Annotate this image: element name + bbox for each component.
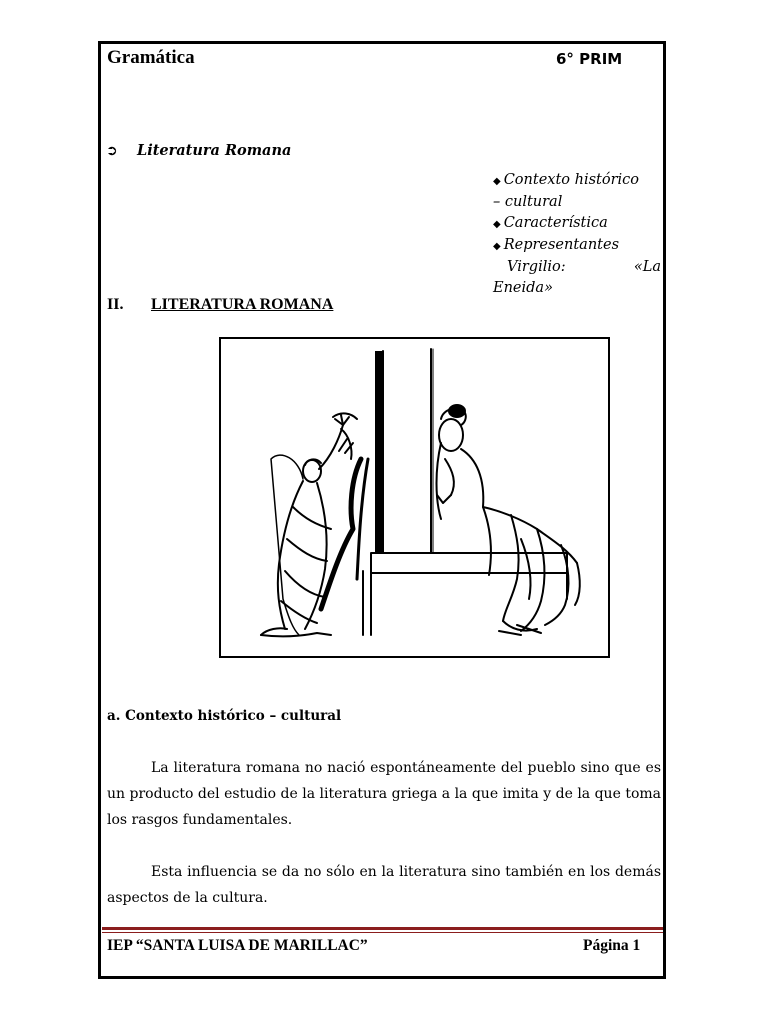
section-number: II. — [107, 296, 124, 313]
illustration — [219, 337, 610, 658]
outline-text: – cultural — [493, 194, 563, 210]
diamond-bullet-icon: ◆ — [493, 219, 501, 230]
section-title: LITERATURA ROMANA — [151, 296, 334, 313]
curved-arrow-icon: ➲ — [106, 142, 118, 159]
topic-line — [106, 142, 291, 159]
paragraph — [107, 755, 661, 833]
outline-item — [493, 235, 661, 299]
footer-rule-thin — [102, 932, 663, 933]
topic-label: Literatura Romana — [137, 142, 292, 159]
subsection-heading: a. Contexto histórico – cultural — [107, 708, 342, 724]
footer-school-name: IEP “SANTA LUISA DE MARILLAC” — [107, 937, 368, 954]
outline-text: Virgilio: «La — [507, 259, 661, 275]
outline-item — [493, 170, 661, 213]
outline-item — [493, 213, 661, 235]
paragraph-text: Esta influencia se da no sólo en la literatura sino también en los demás aspectos de la cultura. — [107, 864, 661, 906]
paragraph — [107, 859, 661, 911]
diamond-bullet-icon: ◆ — [493, 241, 501, 252]
subject-title: Gramática — [107, 47, 195, 68]
outline-text: Eneida» — [493, 280, 553, 296]
footer-rule — [102, 927, 663, 930]
footer-page-number: Página 1 — [583, 937, 641, 954]
topic-outline — [493, 170, 661, 299]
classical-figures-drawing — [221, 339, 608, 656]
diamond-bullet-icon: ◆ — [493, 176, 501, 187]
paragraph-text: La literatura romana no nació espontáneamente del pueblo sino que es un producto del estudio de la literatura griega a la que imita y de la que toma los rasgos fundamentales. — [107, 760, 661, 828]
outline-text: Característica — [503, 215, 608, 231]
outline-text: Representantes — [503, 237, 620, 253]
outline-text: Contexto histórico — [503, 172, 640, 188]
grade-label: 6° PRIM — [556, 50, 623, 68]
